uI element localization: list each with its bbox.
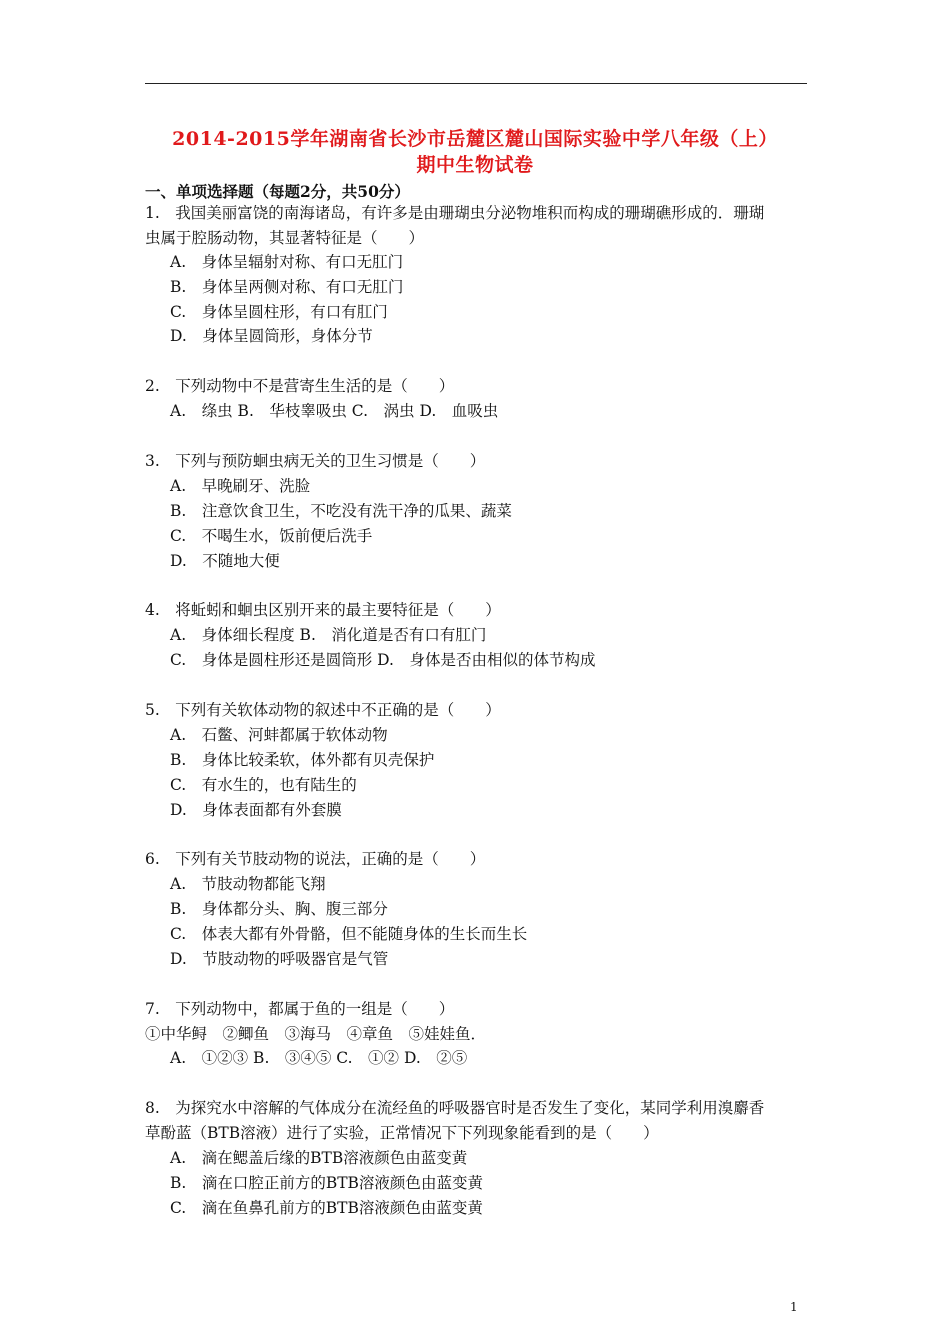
- question-1-line2: 虫属于腔肠动物，其显著特征是（ ）: [145, 229, 425, 247]
- question-2-line1: 2. 下列动物中不是营寄生生活的是（ ）: [145, 377, 455, 395]
- question-3-option-c: C. 不喝生水，饭前便后洗手: [170, 527, 373, 545]
- question-3-option-b: B. 注意饮食卫生，不吃没有洗干净的瓜果、蔬菜: [170, 502, 512, 520]
- question-3-option-d: D. 不随地大便: [170, 552, 280, 570]
- question-6-option-c: C. 体表大都有外骨骼，但不能随身体的生长而生长: [170, 925, 528, 943]
- question-5-option-a: A. 石鳖、河蚌都属于软体动物: [170, 726, 388, 744]
- question-8-line1: 8. 为探究水中溶解的气体成分在流经鱼的呼吸器官时是否发生了变化，某同学利用溴麝香: [145, 1099, 765, 1117]
- question-4-options-row2: C. 身体是圆柱形还是圆筒形 D. 身体是否由相似的体节构成: [170, 651, 596, 669]
- question-8-option-b: B. 滴在口腔正前方的BTB溶液颜色由蓝变黄: [170, 1174, 483, 1192]
- question-1-line1: 1. 我国美丽富饶的南海诸岛，有许多是由珊瑚虫分泌物堆积而构成的珊瑚礁形成的．珊瑚: [145, 204, 765, 222]
- question-7-line1: 7. 下列动物中，都属于鱼的一组是（ ）: [145, 1000, 455, 1018]
- question-6-option-b: B. 身体都分头、胸、腹三部分: [170, 900, 388, 918]
- question-8-option-c: C. 滴在鱼鼻孔前方的BTB溶液颜色由蓝变黄: [170, 1199, 483, 1217]
- question-7-options: A. ①②③ B. ③④⑤ C. ①② D. ②⑤: [170, 1049, 468, 1067]
- section-heading: 一、单项选择题（每题2分，共50分）: [145, 182, 410, 201]
- question-3-option-a: A. 早晚刷牙、洗脸: [170, 477, 311, 495]
- question-3-line1: 3. 下列与预防蛔虫病无关的卫生习惯是（ ）: [145, 452, 486, 470]
- question-8-line2: 草酚蓝（BTB溶液）进行了实验，正常情况下下列现象能看到的是（ ）: [145, 1124, 659, 1142]
- question-5-option-b: B. 身体比较柔软，体外都有贝壳保护: [170, 751, 435, 769]
- question-4-options-row1: A. 身体细长程度 B. 消化道是否有口有肛门: [170, 626, 487, 644]
- question-7-line2: ①中华鲟 ②鲫鱼 ③海马 ④章鱼 ⑤娃娃鱼．: [145, 1025, 487, 1043]
- exam-title-line2: 期中生物试卷: [416, 154, 534, 176]
- question-1-option-c: C. 身体呈圆柱形，有口有肛门: [170, 303, 388, 321]
- question-6-option-a: A. 节肢动物都能飞翔: [170, 875, 326, 893]
- question-4-line1: 4. 将蚯蚓和蛔虫区别开来的最主要特征是（ ）: [145, 601, 501, 619]
- question-5-option-d: D. 身体表面都有外套膜: [170, 801, 342, 819]
- question-1-option-b: B. 身体呈两侧对称、有口无肛门: [170, 278, 404, 296]
- header-rule: [145, 83, 807, 84]
- question-1-option-a: A. 身体呈辐射对称、有口无肛门: [170, 253, 404, 271]
- question-8-option-a: A. 滴在鳃盖后缘的BTB溶液颜色由蓝变黄: [170, 1149, 468, 1167]
- question-6-option-d: D. 节肢动物的呼吸器官是气管: [170, 950, 389, 968]
- question-5-option-c: C. 有水生的，也有陆生的: [170, 776, 357, 794]
- question-6-line1: 6. 下列有关节肢动物的说法，正确的是（ ）: [145, 850, 486, 868]
- exam-title-line1: 2014-2015学年湖南省长沙市岳麓区麓山国际实验中学八年级（上）: [172, 128, 778, 150]
- page-number: 1: [790, 1300, 798, 1314]
- question-1-option-d: D. 身体呈圆筒形，身体分节: [170, 327, 373, 345]
- question-2-options: A. 绦虫 B. 华枝睾吸虫 C. 涡虫 D. 血吸虫: [170, 402, 499, 420]
- question-5-line1: 5. 下列有关软体动物的叙述中不正确的是（ ）: [145, 701, 501, 719]
